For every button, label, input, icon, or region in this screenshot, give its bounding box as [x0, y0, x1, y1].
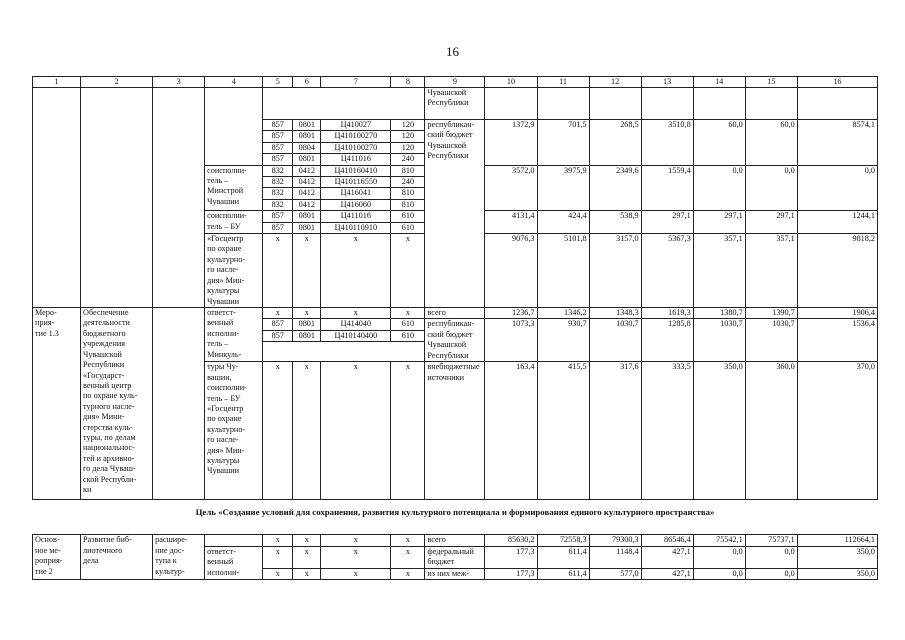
code-cell: x: [263, 546, 293, 568]
code-cell: 857: [263, 330, 293, 341]
code-cell: x: [391, 308, 425, 319]
source-cell: из них меж-: [425, 568, 485, 579]
value-cell: 0,0: [745, 546, 797, 568]
value-cell: 85630,2: [485, 535, 537, 546]
source-cell: Чувашской Республики: [425, 88, 485, 120]
code-cell: 810: [391, 165, 425, 176]
value-cell: 3157,0: [589, 234, 641, 308]
value-cell: 360,0: [745, 362, 797, 500]
code-cell: 0801: [293, 211, 321, 222]
code-cell: x: [293, 535, 321, 546]
value-cell: 75737,1: [745, 535, 797, 546]
code-cell: 857: [263, 222, 293, 233]
value-cell: 60,0: [693, 120, 745, 166]
code-cell: Ц410160410: [321, 165, 391, 176]
col2-cell: [81, 88, 153, 308]
value-cell: 350,0: [693, 362, 745, 500]
value-cell: [641, 88, 693, 120]
value-cell: 1030,7: [693, 319, 745, 362]
code-cell: x: [263, 568, 293, 579]
value-cell: 0,0: [745, 568, 797, 579]
executor-cell: [205, 535, 263, 546]
value-cell: 1536,4: [797, 319, 877, 362]
purpose-cell: расшире- ние дос- тупа к культур-: [153, 535, 205, 580]
value-cell: 297,1: [641, 211, 693, 234]
code-cell: x: [263, 535, 293, 546]
value-cell: 5367,3: [641, 234, 693, 308]
value-cell: 0,0: [693, 546, 745, 568]
value-cell: 177,3: [485, 568, 537, 579]
value-cell: 0,0: [693, 165, 745, 211]
code-cell: Ц410027: [321, 120, 391, 131]
code-cell: 0801: [293, 131, 321, 142]
code-cell: 857: [263, 319, 293, 330]
code-cell: x: [391, 234, 425, 308]
executor-cell: ответст- венный исполни-: [205, 546, 263, 579]
code-cell: x: [293, 362, 321, 500]
value-cell: 268,5: [589, 120, 641, 166]
code-cell: 240: [391, 154, 425, 165]
value-cell: 297,1: [745, 211, 797, 234]
source-cell: федеральный бюджет: [425, 546, 485, 568]
code-cell: 832: [263, 165, 293, 176]
value-cell: 0,0: [693, 568, 745, 579]
event-desc-cell: Развитие биб- лиотечного дела: [81, 535, 153, 580]
value-cell: 427,1: [641, 546, 693, 568]
value-cell: 1030,7: [745, 319, 797, 362]
code-cell: Ц411016: [321, 154, 391, 165]
code-cell: 610: [391, 330, 425, 341]
code-cell: 857: [263, 154, 293, 165]
code-cell: 832: [263, 199, 293, 210]
value-cell: 415,5: [537, 362, 589, 500]
code-cell: 810: [391, 188, 425, 199]
value-cell: 9076,3: [485, 234, 537, 308]
value-cell: 0,0: [745, 165, 797, 211]
value-cell: 4131,4: [485, 211, 537, 234]
source-cell: республикан- ский бюджет Чувашской Республики: [425, 319, 485, 362]
value-cell: 357,1: [745, 234, 797, 308]
value-cell: 357,1: [693, 234, 745, 308]
value-cell: 3975,9: [537, 165, 589, 211]
header-row: [33, 77, 878, 88]
code-cell: Ц410110910: [321, 222, 391, 233]
code-cell: 610: [391, 222, 425, 233]
value-cell: 1348,3: [589, 308, 641, 319]
value-cell: 1380,7: [693, 308, 745, 319]
value-cell: 163,4: [485, 362, 537, 500]
code-cell: 0801: [293, 120, 321, 131]
value-cell: 79300,3: [589, 535, 641, 546]
column-header: 10: [485, 77, 537, 88]
value-cell: 427,1: [641, 568, 693, 579]
col3-cell: [153, 88, 205, 308]
code-cell: 0412: [293, 188, 321, 199]
code-cell: 857: [263, 131, 293, 142]
column-header: 2: [81, 77, 153, 88]
page-number: 16: [446, 44, 459, 59]
code-cell: Ц416060: [321, 199, 391, 210]
source-cell: всего: [425, 535, 485, 546]
code-cell: x: [293, 568, 321, 579]
code-cell: Ц410116550: [321, 177, 391, 188]
value-cell: 86546,4: [641, 535, 693, 546]
code-cell: 120: [391, 120, 425, 131]
column-header: 5: [263, 77, 293, 88]
code-cell: 610: [391, 211, 425, 222]
code-cell: 0412: [293, 165, 321, 176]
code-cell: 240: [391, 177, 425, 188]
value-cell: 112664,1: [797, 535, 877, 546]
value-cell: 350,0: [797, 568, 877, 579]
column-header: 7: [321, 77, 391, 88]
value-cell: 350,0: [797, 546, 877, 568]
code-cell: 0412: [293, 199, 321, 210]
code-cell: x: [293, 546, 321, 568]
column-header: 14: [693, 77, 745, 88]
code-cell: 0801: [293, 319, 321, 330]
code-cell: 120: [391, 131, 425, 142]
goal-heading: Цель «Создание условий для сохранения, развития культурного потенциала и формирования единого культурного пространства»: [33, 500, 878, 535]
value-cell: 424,4: [537, 211, 589, 234]
col3-cell: [153, 308, 205, 500]
value-cell: 370,0: [797, 362, 877, 500]
code-cell: x: [321, 535, 391, 546]
value-cell: 1236,7: [485, 308, 537, 319]
code-cell: 120: [391, 142, 425, 153]
executor-cell: ответст- венный исполни- тель – Минкуль-: [205, 308, 263, 362]
code-cell: 0412: [293, 177, 321, 188]
code-cell: [263, 342, 425, 362]
code-cell: x: [321, 568, 391, 579]
value-cell: [693, 88, 745, 120]
value-cell: 1390,7: [745, 308, 797, 319]
value-cell: 177,3: [485, 546, 537, 568]
code-cell: Ц411016: [321, 211, 391, 222]
executor-cell: туры Чу- вашии, соисполни- тель – БУ «Госцентр по охране культурно- го насле- дия» Мин- культуры Чувашии: [205, 362, 263, 500]
code-cell: 857: [263, 142, 293, 153]
event-desc-cell: Обеспечение деятельности бюджетного учреждения Чувашской Республики «Государст- венный центр по охране куль- турного насле- дия» Мини- стерства куль- туры, по делам национальнос- тей и архивно- го дела Чуваш- ской Республи- ки: [81, 308, 153, 500]
code-cell: [263, 88, 425, 120]
value-cell: 0,0: [797, 165, 877, 211]
value-cell: 297,1: [693, 211, 745, 234]
code-cell: Ц410100270: [321, 142, 391, 153]
code-cell: 810: [391, 199, 425, 210]
code-cell: x: [321, 362, 391, 500]
executor-cell: [205, 88, 263, 166]
code-cell: x: [293, 234, 321, 308]
code-cell: 0804: [293, 142, 321, 153]
source-cell: республикан- ский бюджет Чувашской Республики: [425, 120, 485, 308]
value-cell: 1559,4: [641, 165, 693, 211]
source-cell: всего: [425, 308, 485, 319]
value-cell: [537, 88, 589, 120]
code-cell: x: [391, 546, 425, 568]
code-cell: x: [391, 568, 425, 579]
value-cell: 701,5: [537, 120, 589, 166]
code-cell: 832: [263, 188, 293, 199]
code-cell: 0801: [293, 222, 321, 233]
executor-cell: соисполни- тель – Минстрой Чувашии: [205, 165, 263, 211]
value-cell: 72558,3: [537, 535, 589, 546]
column-header: 3: [153, 77, 205, 88]
column-header: 11: [537, 77, 589, 88]
col1-cell: [33, 88, 81, 308]
value-cell: 9818,2: [797, 234, 877, 308]
value-cell: 333,5: [641, 362, 693, 500]
code-cell: x: [293, 308, 321, 319]
event-name-cell: Меро- прия- тие 1.3: [33, 308, 81, 500]
executor-cell: соисполни- тель – БУ: [205, 211, 263, 234]
value-cell: [485, 88, 537, 120]
value-cell: [745, 88, 797, 120]
value-cell: 3510,8: [641, 120, 693, 166]
code-cell: x: [391, 535, 425, 546]
code-cell: 832: [263, 177, 293, 188]
code-cell: 857: [263, 120, 293, 131]
value-cell: [589, 88, 641, 120]
value-cell: 1372,9: [485, 120, 537, 166]
code-cell: 610: [391, 319, 425, 330]
column-header: 9: [425, 77, 485, 88]
column-header: 4: [205, 77, 263, 88]
budget-table: [32, 76, 878, 580]
goal-row: [33, 500, 878, 535]
code-cell: x: [263, 362, 293, 500]
value-cell: 930,7: [537, 319, 589, 362]
event-name-cell: Основ- ное ме- роприя- тие 2: [33, 535, 81, 580]
value-cell: [797, 88, 877, 120]
source-cell: внебюджетные источники: [425, 362, 485, 500]
value-cell: 1619,3: [641, 308, 693, 319]
value-cell: 1073,3: [485, 319, 537, 362]
executor-cell: «Госцентр по охране культурно- го насле- дия» Мин- культуры Чувашии: [205, 234, 263, 308]
value-cell: 8574,1: [797, 120, 877, 166]
value-cell: 3572,0: [485, 165, 537, 211]
value-cell: 611,4: [537, 568, 589, 579]
code-cell: x: [321, 546, 391, 568]
code-cell: Ц414040: [321, 319, 391, 330]
value-cell: 611,4: [537, 546, 589, 568]
table-row: [33, 308, 878, 319]
column-header: 12: [589, 77, 641, 88]
code-cell: 857: [263, 211, 293, 222]
code-cell: Ц410140400: [321, 330, 391, 341]
table-row: [33, 88, 878, 120]
column-header: 1: [33, 77, 81, 88]
code-cell: x: [321, 234, 391, 308]
code-cell: x: [263, 234, 293, 308]
value-cell: 317,6: [589, 362, 641, 500]
column-header: 15: [745, 77, 797, 88]
column-header: 16: [797, 77, 877, 88]
table-row: [33, 535, 878, 546]
value-cell: 577,0: [589, 568, 641, 579]
value-cell: 1244,1: [797, 211, 877, 234]
code-cell: x: [321, 308, 391, 319]
value-cell: 75542,1: [693, 535, 745, 546]
value-cell: 1148,4: [589, 546, 641, 568]
code-cell: Ц410100270: [321, 131, 391, 142]
value-cell: 5101,8: [537, 234, 589, 308]
column-header: 13: [641, 77, 693, 88]
value-cell: 1906,4: [797, 308, 877, 319]
value-cell: 1030,7: [589, 319, 641, 362]
column-header: 8: [391, 77, 425, 88]
value-cell: 1346,2: [537, 308, 589, 319]
code-cell: 0801: [293, 154, 321, 165]
value-cell: 1285,8: [641, 319, 693, 362]
column-header: 6: [293, 77, 321, 88]
code-cell: Ц416041: [321, 188, 391, 199]
code-cell: x: [263, 308, 293, 319]
code-cell: 0801: [293, 330, 321, 341]
value-cell: 2349,6: [589, 165, 641, 211]
value-cell: 60,0: [745, 120, 797, 166]
code-cell: x: [391, 362, 425, 500]
value-cell: 538,9: [589, 211, 641, 234]
